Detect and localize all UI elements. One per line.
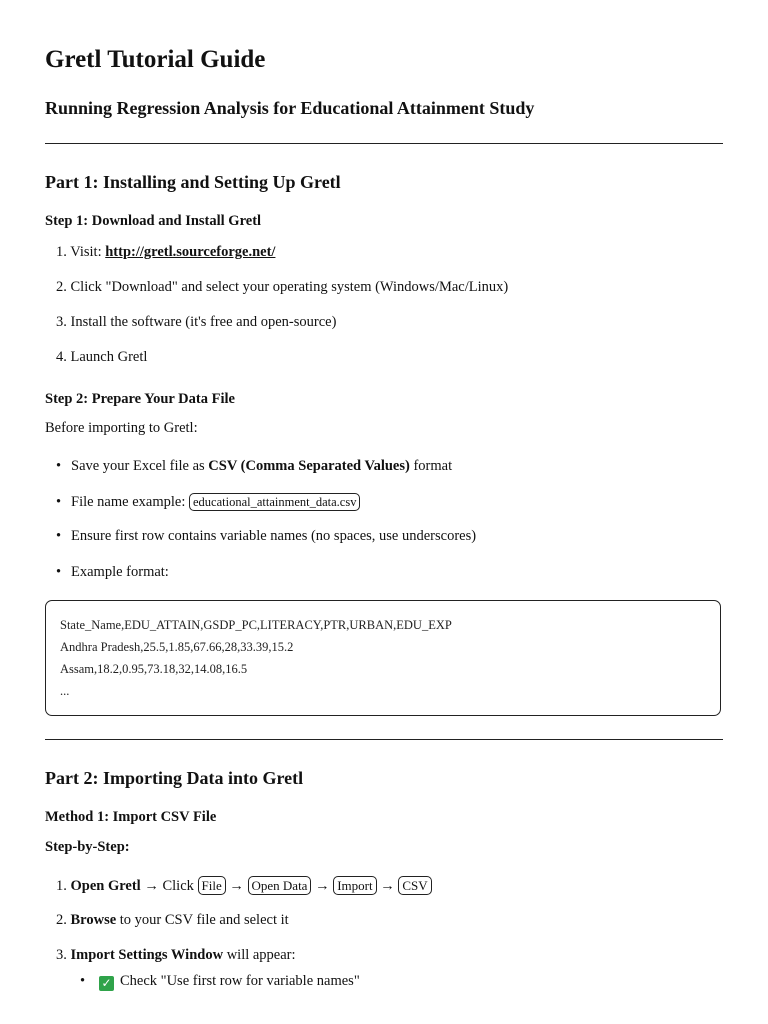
method1-heading: Method 1: Import CSV File (45, 809, 217, 825)
step1-item-3: 3. Install the software (it's free and open-source) (56, 314, 337, 330)
step-bold: Open Gretl (70, 878, 141, 894)
menu-key-import: Import (333, 876, 376, 895)
page-title: Gretl Tutorial Guide (45, 46, 266, 73)
import-step-3 (56, 947, 296, 964)
code-line: Assam,18.2,0.95,73.18,32,14.08,16.5 (60, 662, 248, 676)
step2-heading: Step 2: Prepare Your Data File (45, 391, 235, 407)
step-bold: Browse (70, 912, 117, 928)
divider (45, 143, 723, 144)
import-step-1 (56, 876, 432, 895)
code-line: Andhra Pradesh,25.5,1.85,67.66,28,33.39,15.2 (60, 640, 294, 654)
step-text: to your CSV file and select it (116, 912, 289, 928)
step-number: 1. (56, 878, 71, 894)
bullet: • (56, 458, 62, 474)
csv-example-codeblock (45, 600, 721, 716)
bullet: • (56, 564, 62, 580)
step-bold: Import Settings Window (70, 947, 224, 963)
list-item-text: Ensure first row contains variable names (no spaces, use underscores) (71, 528, 477, 544)
bullet: • (56, 494, 62, 510)
list-item-text: Save your Excel file as (71, 458, 209, 474)
list-item (56, 564, 169, 581)
filename-code: educational_attainment_data.csv (189, 493, 360, 511)
step-number: 2. (56, 912, 71, 928)
list-item-text: Check "Use first row for variable names" (120, 973, 360, 989)
list-item (80, 973, 360, 991)
menu-key-open-data: Open Data (248, 876, 312, 895)
step-number: 3. (56, 947, 71, 963)
import-step-2 (56, 912, 289, 929)
part1-heading: Part 1: Installing and Setting Up Gretl (45, 172, 341, 192)
step1-item-2: 2. Click "Download" and select your operating system (Windows/Mac/Linux) (56, 279, 509, 295)
checkmark-icon: ✓ (99, 976, 114, 991)
code-line: State_Name,EDU_ATTAIN,GSDP_PC,LITERACY,PTR,URBAN,EDU_EXP (60, 618, 452, 632)
arrow: → (225, 878, 248, 894)
list-item-text: Example format: (71, 564, 169, 580)
list-item (56, 458, 452, 475)
step-text: will appear: (223, 947, 296, 963)
arrow: → (311, 878, 334, 894)
list-item-text: format (409, 458, 453, 474)
gretl-website-link[interactable]: http://gretl.sourceforge.net/ (105, 244, 276, 260)
code-line: ... (60, 684, 70, 698)
list-item-text: File name example: (71, 494, 189, 510)
bullet: • (80, 973, 86, 989)
menu-key-csv: CSV (398, 876, 431, 895)
list-item (56, 528, 476, 545)
part2-heading: Part 2: Importing Data into Gretl (45, 768, 304, 788)
divider (45, 739, 723, 740)
step1-item-4: 4. Launch Gretl (56, 349, 148, 365)
arrow: → (376, 878, 399, 894)
step-by-step-heading: Step-by-Step: (45, 839, 130, 855)
list-item-bold: CSV (Comma Separated Values) (208, 458, 410, 474)
step1-heading: Step 1: Download and Install Gretl (45, 213, 262, 229)
step1-item-1 (56, 244, 275, 261)
step1-item-1-prefix: 1. Visit: (56, 244, 106, 260)
menu-key-file: File (198, 876, 226, 895)
list-item (56, 493, 360, 511)
step-text: → Click (140, 878, 198, 894)
bullet: • (56, 528, 62, 544)
step2-intro: Before importing to Gretl: (45, 420, 198, 436)
page-subtitle: Running Regression Analysis for Educational Attainment Study (45, 98, 535, 118)
